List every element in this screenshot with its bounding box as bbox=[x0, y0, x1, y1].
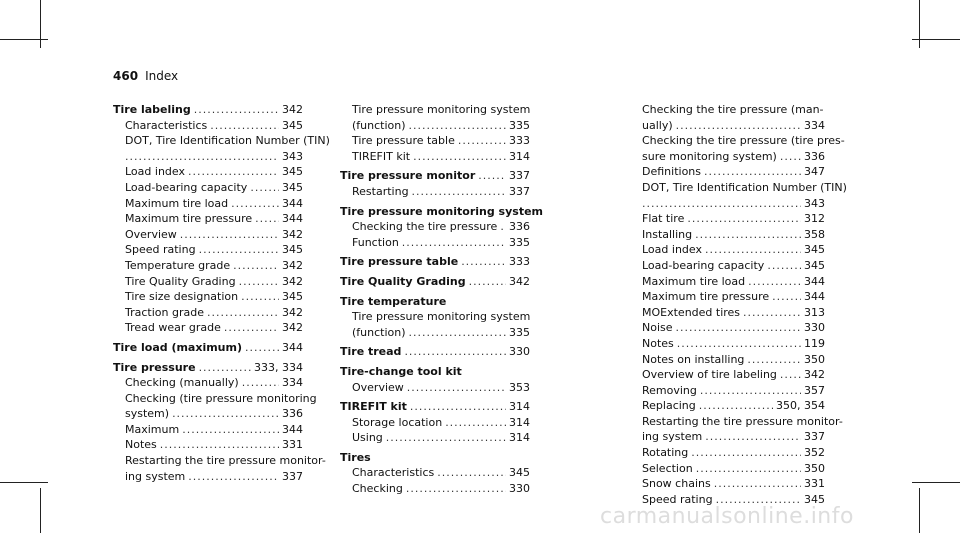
dot-leader bbox=[780, 149, 801, 165]
index-sub-entry bbox=[340, 465, 530, 481]
crop-mark bbox=[912, 482, 960, 483]
entry-label: Tire pressure monitor bbox=[340, 169, 476, 183]
entry-label: Flat tire bbox=[642, 212, 685, 226]
page-reference: 345 bbox=[282, 118, 303, 132]
dot-leader bbox=[241, 289, 279, 305]
page-reference: 333 bbox=[509, 134, 530, 148]
dot-leader bbox=[676, 118, 801, 134]
index-sub-entry bbox=[630, 242, 825, 258]
index-heading: Tires bbox=[340, 450, 371, 464]
index-sub-entry bbox=[113, 289, 303, 305]
dot-leader bbox=[478, 168, 506, 184]
dot-leader bbox=[182, 422, 279, 438]
index-entry-continued: Restarting the tire pressure monitor- bbox=[642, 414, 843, 428]
index-sub-entry bbox=[340, 149, 530, 165]
index-sub-entry bbox=[630, 274, 825, 290]
page-number: 460 bbox=[113, 69, 139, 83]
page-reference: 314 bbox=[509, 415, 530, 429]
page-reference: 336 bbox=[282, 407, 303, 421]
index-entry-continued: Checking (tire pressure monitoring bbox=[125, 391, 317, 405]
page-reference: 344 bbox=[282, 196, 303, 210]
index-sub-entry bbox=[113, 118, 303, 134]
dot-leader bbox=[410, 399, 506, 415]
page-reference: 314 bbox=[509, 149, 530, 163]
index-main-entry bbox=[340, 399, 530, 415]
dot-leader bbox=[199, 242, 279, 258]
index-main-entry bbox=[113, 340, 303, 356]
entry-label: Definitions bbox=[642, 165, 701, 179]
entry-label: Maximum tire pressure bbox=[642, 290, 770, 304]
entry-label: ually) bbox=[642, 118, 673, 132]
dot-leader bbox=[772, 289, 801, 305]
index-sub-entry bbox=[113, 242, 303, 258]
entry-label: system) bbox=[125, 407, 170, 421]
entry-label: Tire Quality Grading bbox=[125, 274, 236, 288]
page-reference: 330 bbox=[804, 321, 825, 335]
dot-leader bbox=[743, 305, 801, 321]
index-sub-entry bbox=[630, 429, 825, 445]
entry-label: Maximum bbox=[125, 422, 180, 436]
entry-label: Characteristics bbox=[125, 118, 208, 132]
entry-label: Load index bbox=[642, 243, 702, 257]
page-reference: 335 bbox=[509, 235, 530, 249]
crop-mark bbox=[919, 0, 920, 48]
index-main-entry bbox=[113, 360, 303, 376]
crop-mark bbox=[40, 488, 41, 533]
page-reference: 337 bbox=[282, 469, 303, 483]
index-column-1 bbox=[113, 102, 330, 484]
dot-leader bbox=[409, 118, 506, 134]
page-reference: 345 bbox=[804, 492, 825, 506]
dot-leader bbox=[461, 254, 506, 270]
page-reference: 350 bbox=[804, 461, 825, 475]
index-sub-entry bbox=[630, 289, 825, 305]
page-reference: 333, 334 bbox=[254, 360, 303, 374]
page-reference: 345 bbox=[282, 165, 303, 179]
dot-leader bbox=[677, 336, 801, 352]
entry-label: MOExtended tires bbox=[642, 305, 741, 319]
dot-leader bbox=[445, 415, 506, 431]
index-entry-continued: Tire pressure monitoring system bbox=[352, 103, 531, 116]
index-sub-entry bbox=[340, 325, 530, 341]
page-reference: 331 bbox=[804, 477, 825, 491]
entry-label: sure monitoring system) bbox=[642, 149, 777, 163]
page-reference: 342 bbox=[509, 274, 530, 288]
page-reference: 344 bbox=[282, 340, 303, 354]
page-reference: 353 bbox=[509, 380, 530, 394]
index-entry-continued: Checking the tire pressure (man- bbox=[642, 103, 824, 116]
dot-leader bbox=[210, 118, 279, 134]
dot-leader bbox=[458, 133, 506, 149]
crop-mark bbox=[0, 482, 48, 483]
page-reference: 342 bbox=[282, 274, 303, 288]
index-entry-continued: DOT, Tire Identification Number (TIN) bbox=[125, 134, 330, 148]
index-sub-entry bbox=[113, 422, 303, 438]
page-reference: 344 bbox=[804, 274, 825, 288]
index-entry-continued: Tire pressure monitoring system bbox=[352, 310, 531, 324]
dot-leader bbox=[402, 235, 506, 251]
index-main-entry bbox=[340, 254, 530, 270]
index-sub-entry bbox=[113, 320, 303, 336]
index-sub-entry bbox=[113, 227, 303, 243]
entry-label: Maximum tire load bbox=[125, 196, 229, 210]
page-reference: 345 bbox=[282, 180, 303, 194]
entry-label: Speed rating bbox=[642, 492, 713, 506]
index-main-entry bbox=[113, 102, 303, 118]
entry-label: Tire pressure table bbox=[340, 255, 459, 269]
index-sub-entry bbox=[630, 445, 825, 461]
index-sub-entry bbox=[113, 196, 303, 212]
page-reference: 336 bbox=[804, 149, 825, 163]
page-reference: 342 bbox=[282, 305, 303, 319]
crop-mark bbox=[919, 488, 920, 533]
entry-label: Restarting bbox=[352, 184, 409, 198]
dot-leader bbox=[406, 481, 506, 497]
index-sub-entry bbox=[113, 274, 303, 290]
page-reference: 357 bbox=[804, 383, 825, 397]
index-sub-entry bbox=[340, 118, 530, 134]
entry-label: Rotating bbox=[642, 446, 689, 460]
page-reference: 314 bbox=[509, 431, 530, 445]
page-reference: 334 bbox=[282, 376, 303, 390]
index-sub-entry bbox=[630, 258, 825, 274]
dot-leader bbox=[239, 274, 279, 290]
dot-leader bbox=[767, 258, 801, 274]
page-reference: 334 bbox=[804, 118, 825, 132]
index-sub-entry bbox=[113, 258, 303, 274]
dot-leader bbox=[245, 340, 279, 356]
index-heading: Tire pressure monitoring system bbox=[340, 204, 544, 218]
entry-label: Notes bbox=[125, 438, 157, 452]
dot-leader bbox=[160, 437, 279, 453]
page-reference: 314 bbox=[509, 400, 530, 414]
entry-label: Checking the tire pressure bbox=[352, 220, 498, 234]
entry-label: Load index bbox=[125, 165, 185, 179]
dot-leader bbox=[705, 429, 801, 445]
page-reference: 345 bbox=[804, 258, 825, 272]
index-sub-entry bbox=[113, 469, 303, 485]
dot-leader bbox=[188, 469, 279, 485]
index-heading: Tire temperature bbox=[340, 294, 447, 308]
index-sub-entry bbox=[113, 437, 303, 453]
entry-label: Snow chains bbox=[642, 477, 711, 491]
dot-leader bbox=[194, 102, 279, 118]
entry-label: Noise bbox=[642, 321, 673, 335]
index-sub-entry bbox=[630, 352, 825, 368]
page-reference: 335 bbox=[509, 325, 530, 339]
dot-leader bbox=[748, 274, 801, 290]
dot-leader bbox=[642, 196, 801, 212]
index-column-2 bbox=[340, 102, 544, 497]
dot-leader bbox=[700, 383, 801, 399]
index-entry-continued: DOT, Tire Identification Number (TIN) bbox=[642, 180, 847, 194]
page-header bbox=[113, 69, 178, 83]
entry-label: Tire labeling bbox=[113, 103, 191, 116]
page-reference: 344 bbox=[804, 290, 825, 304]
index-sub-entry bbox=[113, 375, 303, 391]
page-reference: 345 bbox=[282, 290, 303, 304]
index-sub-entry bbox=[340, 415, 530, 431]
entry-label: Checking (manually) bbox=[125, 376, 239, 390]
dot-leader bbox=[409, 325, 506, 341]
entry-label: Overview bbox=[125, 227, 177, 241]
index-sub-entry bbox=[630, 196, 825, 212]
index-heading: Tire-change tool kit bbox=[340, 364, 462, 378]
dot-leader bbox=[687, 211, 801, 227]
crop-mark bbox=[40, 0, 41, 48]
entry-label: Overview of tire labeling bbox=[642, 368, 777, 382]
dot-leader bbox=[207, 305, 279, 321]
entry-label: Temperature grade bbox=[125, 258, 231, 272]
entry-label: Notes on installing bbox=[642, 352, 745, 366]
dot-leader bbox=[407, 380, 506, 396]
page-reference: 337 bbox=[509, 169, 530, 183]
dot-leader bbox=[172, 406, 279, 422]
dot-leader bbox=[255, 211, 279, 227]
page-reference: 336 bbox=[509, 220, 530, 234]
page-reference: 343 bbox=[804, 196, 825, 210]
dot-leader bbox=[747, 352, 801, 368]
index-entry-continued: Checking the tire pressure (tire pres- bbox=[642, 134, 845, 148]
dot-leader bbox=[705, 242, 801, 258]
page-reference: 350 bbox=[804, 352, 825, 366]
page-reference: 330 bbox=[509, 482, 530, 496]
dot-leader bbox=[188, 164, 279, 180]
index-sub-entry bbox=[630, 211, 825, 227]
page-reference: 333 bbox=[509, 255, 530, 269]
index-sub-entry bbox=[113, 149, 303, 165]
entry-label: (function) bbox=[352, 118, 406, 132]
page-reference: 342 bbox=[282, 103, 303, 116]
index-sub-entry bbox=[630, 336, 825, 352]
index-sub-entry bbox=[340, 133, 530, 149]
dot-leader bbox=[199, 360, 251, 376]
index-sub-entry bbox=[340, 430, 530, 446]
page-reference: 350, 354 bbox=[776, 399, 825, 413]
dot-leader bbox=[224, 320, 279, 336]
page-reference: 335 bbox=[509, 118, 530, 132]
entry-label: Notes bbox=[642, 336, 674, 350]
dot-leader bbox=[696, 461, 801, 477]
index-main-entry bbox=[340, 344, 530, 360]
entry-label: Characteristics bbox=[352, 466, 435, 480]
entry-label: ing system bbox=[642, 430, 703, 444]
index-sub-entry bbox=[340, 380, 530, 396]
page-reference: 313 bbox=[804, 305, 825, 319]
index-column-3 bbox=[630, 102, 847, 507]
index-main-entry bbox=[340, 168, 530, 184]
page-reference: 345 bbox=[509, 466, 530, 480]
page-reference: 344 bbox=[282, 212, 303, 226]
dot-leader bbox=[242, 375, 279, 391]
page-reference: 342 bbox=[282, 227, 303, 241]
entry-label: Selection bbox=[642, 461, 693, 475]
index-sub-entry bbox=[630, 305, 825, 321]
page-reference: 337 bbox=[804, 430, 825, 444]
entry-label: Storage location bbox=[352, 415, 443, 429]
index-sub-entry bbox=[113, 305, 303, 321]
index-sub-entry bbox=[630, 149, 825, 165]
dot-leader bbox=[469, 274, 506, 290]
page-reference: 352 bbox=[804, 446, 825, 460]
index-sub-entry bbox=[630, 118, 825, 134]
page-reference: 343 bbox=[282, 149, 303, 163]
entry-label: Tire tread bbox=[340, 345, 402, 359]
index-sub-entry bbox=[340, 184, 530, 200]
entry-label: Tire pressure bbox=[113, 360, 196, 374]
page-reference: 119 bbox=[804, 336, 825, 350]
index-sub-entry bbox=[630, 320, 825, 336]
dot-leader bbox=[714, 476, 801, 492]
entry-label: Tire Quality Grading bbox=[340, 274, 466, 288]
dot-leader bbox=[780, 367, 801, 383]
section-title: Index bbox=[145, 69, 179, 83]
dot-leader bbox=[412, 184, 506, 200]
entry-label: (function) bbox=[352, 325, 406, 339]
page-reference: 331 bbox=[282, 438, 303, 452]
dot-leader bbox=[437, 465, 506, 481]
page-reference: 330 bbox=[509, 345, 530, 359]
entry-label: Checking bbox=[352, 482, 403, 496]
entry-label: TIREFIT kit bbox=[352, 149, 411, 163]
entry-label: Maximum tire load bbox=[642, 274, 746, 288]
index-sub-entry bbox=[340, 219, 530, 235]
entry-label: Removing bbox=[642, 383, 697, 397]
entry-label: Tread wear grade bbox=[125, 321, 221, 335]
index-sub-entry bbox=[340, 481, 530, 497]
dot-leader bbox=[695, 227, 801, 243]
page-reference: 347 bbox=[804, 165, 825, 179]
dot-leader bbox=[676, 320, 801, 336]
dot-leader bbox=[404, 344, 506, 360]
page-reference: 344 bbox=[282, 422, 303, 436]
page-reference: 342 bbox=[282, 321, 303, 335]
index-sub-entry bbox=[630, 383, 825, 399]
index-sub-entry bbox=[630, 227, 825, 243]
page-reference: 342 bbox=[282, 258, 303, 272]
dot-leader bbox=[699, 398, 773, 414]
dot-leader bbox=[231, 196, 279, 212]
dot-leader bbox=[386, 430, 506, 446]
index-entry-continued: Restarting the tire pressure monitor- bbox=[125, 454, 326, 468]
index-sub-entry bbox=[630, 367, 825, 383]
index-sub-entry bbox=[630, 461, 825, 477]
dot-leader bbox=[233, 258, 279, 274]
entry-label: Installing bbox=[642, 227, 693, 241]
dot-leader bbox=[413, 149, 506, 165]
index-main-entry bbox=[340, 274, 530, 290]
page-reference: 345 bbox=[804, 243, 825, 257]
entry-label: Speed rating bbox=[125, 243, 196, 257]
index-sub-entry bbox=[113, 406, 303, 422]
entry-label: Tire size designation bbox=[125, 290, 239, 304]
page-reference: 312 bbox=[804, 212, 825, 226]
index-sub-entry bbox=[113, 211, 303, 227]
index-sub-entry bbox=[113, 180, 303, 196]
entry-label: Function bbox=[352, 235, 399, 249]
dot-leader bbox=[250, 180, 279, 196]
page-reference: 337 bbox=[509, 184, 530, 198]
watermark: carmanualsonline.info bbox=[600, 504, 854, 529]
dot-leader bbox=[180, 227, 279, 243]
dot-leader bbox=[500, 219, 506, 235]
entry-label: Using bbox=[352, 431, 383, 445]
entry-label: Load-bearing capacity bbox=[642, 258, 765, 272]
index-sub-entry bbox=[630, 476, 825, 492]
index-sub-entry bbox=[630, 164, 825, 180]
dot-leader bbox=[704, 164, 801, 180]
page-reference: 345 bbox=[282, 243, 303, 257]
index-sub-entry bbox=[113, 164, 303, 180]
entry-label: ing system bbox=[125, 469, 186, 483]
page-reference: 358 bbox=[804, 227, 825, 241]
entry-label: Traction grade bbox=[125, 305, 204, 319]
index-sub-entry bbox=[630, 398, 825, 414]
entry-label: Replacing bbox=[642, 399, 696, 413]
entry-label: Tire load (maximum) bbox=[113, 340, 243, 354]
entry-label: Load-bearing capacity bbox=[125, 180, 248, 194]
entry-label: TIREFIT kit bbox=[340, 400, 407, 414]
dot-leader bbox=[691, 445, 801, 461]
index-sub-entry bbox=[340, 235, 530, 251]
entry-label: Tire pressure table bbox=[352, 134, 455, 148]
page-reference: 342 bbox=[804, 368, 825, 382]
entry-label: Overview bbox=[352, 380, 404, 394]
entry-label: Maximum tire pressure bbox=[125, 212, 253, 226]
dot-leader bbox=[125, 149, 279, 165]
